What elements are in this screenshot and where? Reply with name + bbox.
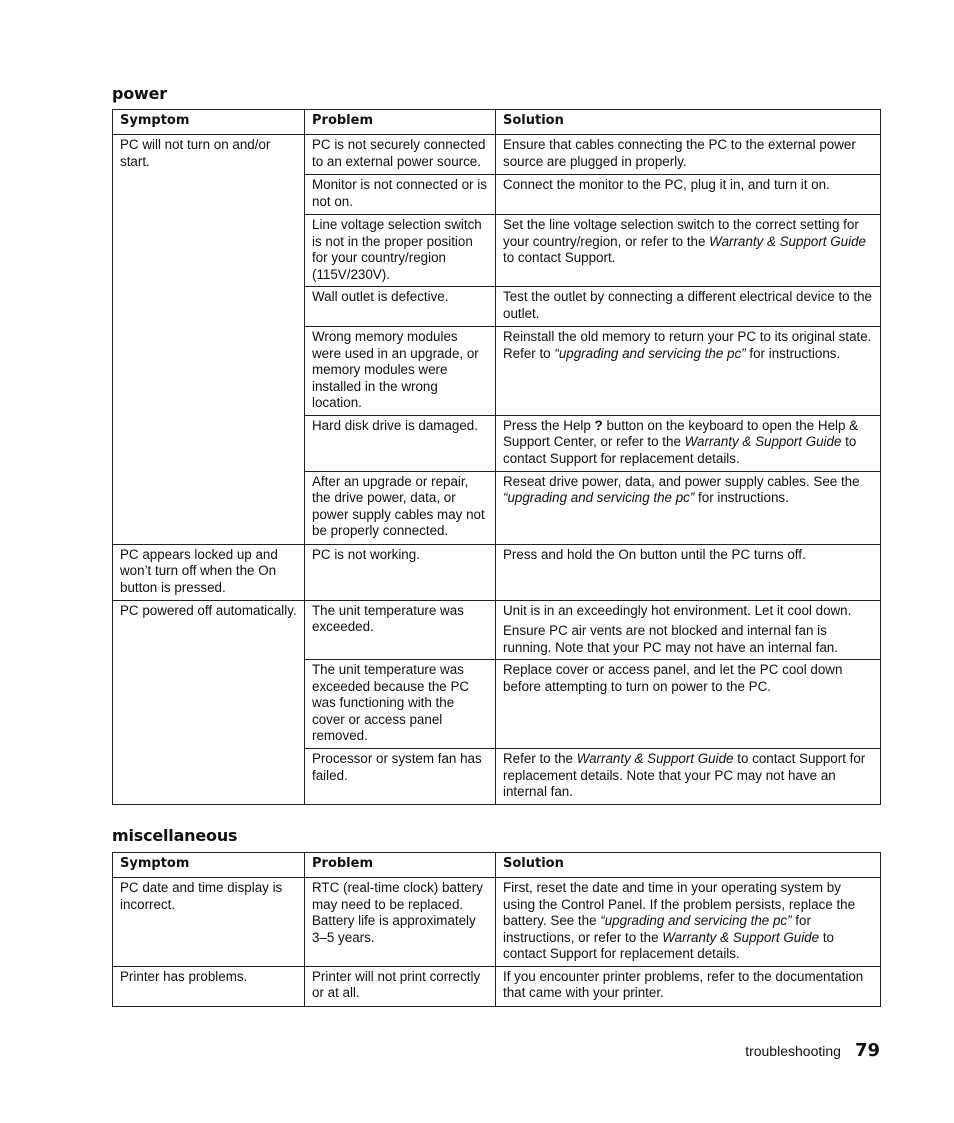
solution-cell [496,215,881,287]
solution-cell [496,327,881,416]
table-header-row [113,853,881,878]
solution-text: for instructions. [745,345,841,361]
solution-header: Solution [496,853,881,878]
symptom-cell: PC appears locked up and won’t turn off when the On button is pressed. [113,544,305,600]
solution-text: to contact Support for replacement details. Note that your PC may not have an internal fan. [503,751,866,799]
power-section-title: power [112,84,167,103]
solution-header: Solution [496,110,881,135]
symptom-cell: PC will not turn on and/or start. [113,135,305,545]
symptom-cell: Printer has problems. [113,966,305,1006]
solution-text: Set the line voltage selection switch to the correct setting for your country/region, or refer to the [503,217,859,249]
miscellaneous-section-title: miscellaneous [112,826,238,845]
solution-text: to contact Support. [503,250,616,265]
guide-reference: Warranty & Support Guide [709,233,866,249]
table-header-row [113,110,881,135]
problem-cell: Monitor is not connected or is not on. [305,175,496,215]
problem-cell: PC is not working. [305,544,496,600]
symptom-header: Symptom [113,853,305,878]
solution-text: Refer to the [503,751,577,766]
problem-cell: The unit temperature was exceeded because the PC was functioning with the cover or access panel removed. [305,660,496,749]
solution-cell: Test the outlet by connecting a different electrical device to the outlet. [496,287,881,327]
solution-cell: Ensure that cables connecting the PC to the external power source are plugged in properly. [496,135,881,175]
problem-cell: Wrong memory modules were used in an upgrade, or memory modules were installed in the wrong location. [305,327,496,416]
problem-cell: Processor or system fan has failed. [305,749,496,805]
problem-cell: Hard disk drive is damaged. [305,415,496,471]
table-row [113,878,881,967]
page-footer [745,1040,880,1061]
problem-cell: The unit temperature was exceeded. [305,600,496,660]
solution-text: First, reset the date and time in your operating system by using the Control Panel. If the problem persists, replace the battery. See the [503,880,856,928]
problem-cell: Line voltage selection switch is not in the proper position for your country/region (115V/230V). [305,215,496,287]
solution-cell: Press and hold the On button until the PC turns off. [496,544,881,600]
symptom-cell: PC date and time display is incorrect. [113,878,305,967]
solution-text: to contact Support for replacement details. [503,434,857,466]
symptom-header: Symptom [113,110,305,135]
guide-reference: Warranty & Support Guide [576,751,734,766]
solution-cell [496,415,881,471]
problem-cell: RTC (real-time clock) battery may need to be replaced. Battery life is approximately 3–5 years. [305,878,496,967]
power-troubleshooting-table [112,109,881,805]
solution-cell: Replace cover or access panel, and let the PC cool down before attempting to turn on power to the PC. [496,660,881,749]
problem-cell: Printer will not print correctly or at all. [305,966,496,1006]
solution-text: Reinstall the old memory to return your PC to its original state. Refer to [503,329,872,361]
solution-text: Ensure PC air vents are not blocked and internal fan is running. Note that your PC may not have an internal fan. [503,623,838,655]
solution-text: for instructions, or refer to the [503,913,811,945]
solution-cell [496,878,881,967]
page-number: 79 [854,1040,880,1061]
chapter-reference: “upgrading and servicing the pc” [554,345,746,361]
problem-header: Problem [305,853,496,878]
solution-cell [496,749,881,805]
miscellaneous-troubleshooting-table [112,852,881,1007]
solution-text: Unit is in an exceedingly hot environment. Let it cool down. [503,602,852,618]
solution-text: for instructions. [694,490,789,505]
solution-text: Press the Help [503,417,595,433]
problem-cell: PC is not securely connected to an external power source. [305,135,496,175]
problem-header: Problem [305,110,496,135]
symptom-cell: PC powered off automatically. [113,600,305,805]
problem-cell: Wall outlet is defective. [305,287,496,327]
solution-cell [496,471,881,544]
table-row [113,600,881,660]
solution-text: button on the keyboard to open the Help & Support Center, or refer to the [503,417,859,449]
table-row [113,135,881,175]
guide-reference: Warranty & Support Guide [684,434,842,449]
help-key-icon: ? [594,417,603,433]
table-row [113,544,881,600]
footer-section-name: troubleshooting [745,1043,841,1059]
problem-cell: After an upgrade or repair, the drive power, data, or power supply cables may not be properly connected. [305,471,496,544]
solution-text: Reseat drive power, data, and power supply cables. See the [503,473,860,489]
chapter-reference: “upgrading and servicing the pc” [600,913,792,928]
solution-cell: If you encounter printer problems, refer to the documentation that came with your printer. [496,966,881,1006]
guide-reference: Warranty & Support Guide [662,929,820,945]
table-row [113,966,881,1006]
solution-cell [496,600,881,660]
solution-text: to contact Support for replacement details. [503,929,834,961]
solution-cell: Connect the monitor to the PC, plug it in, and turn it on. [496,175,881,215]
chapter-reference: “upgrading and servicing the pc” [503,490,695,505]
